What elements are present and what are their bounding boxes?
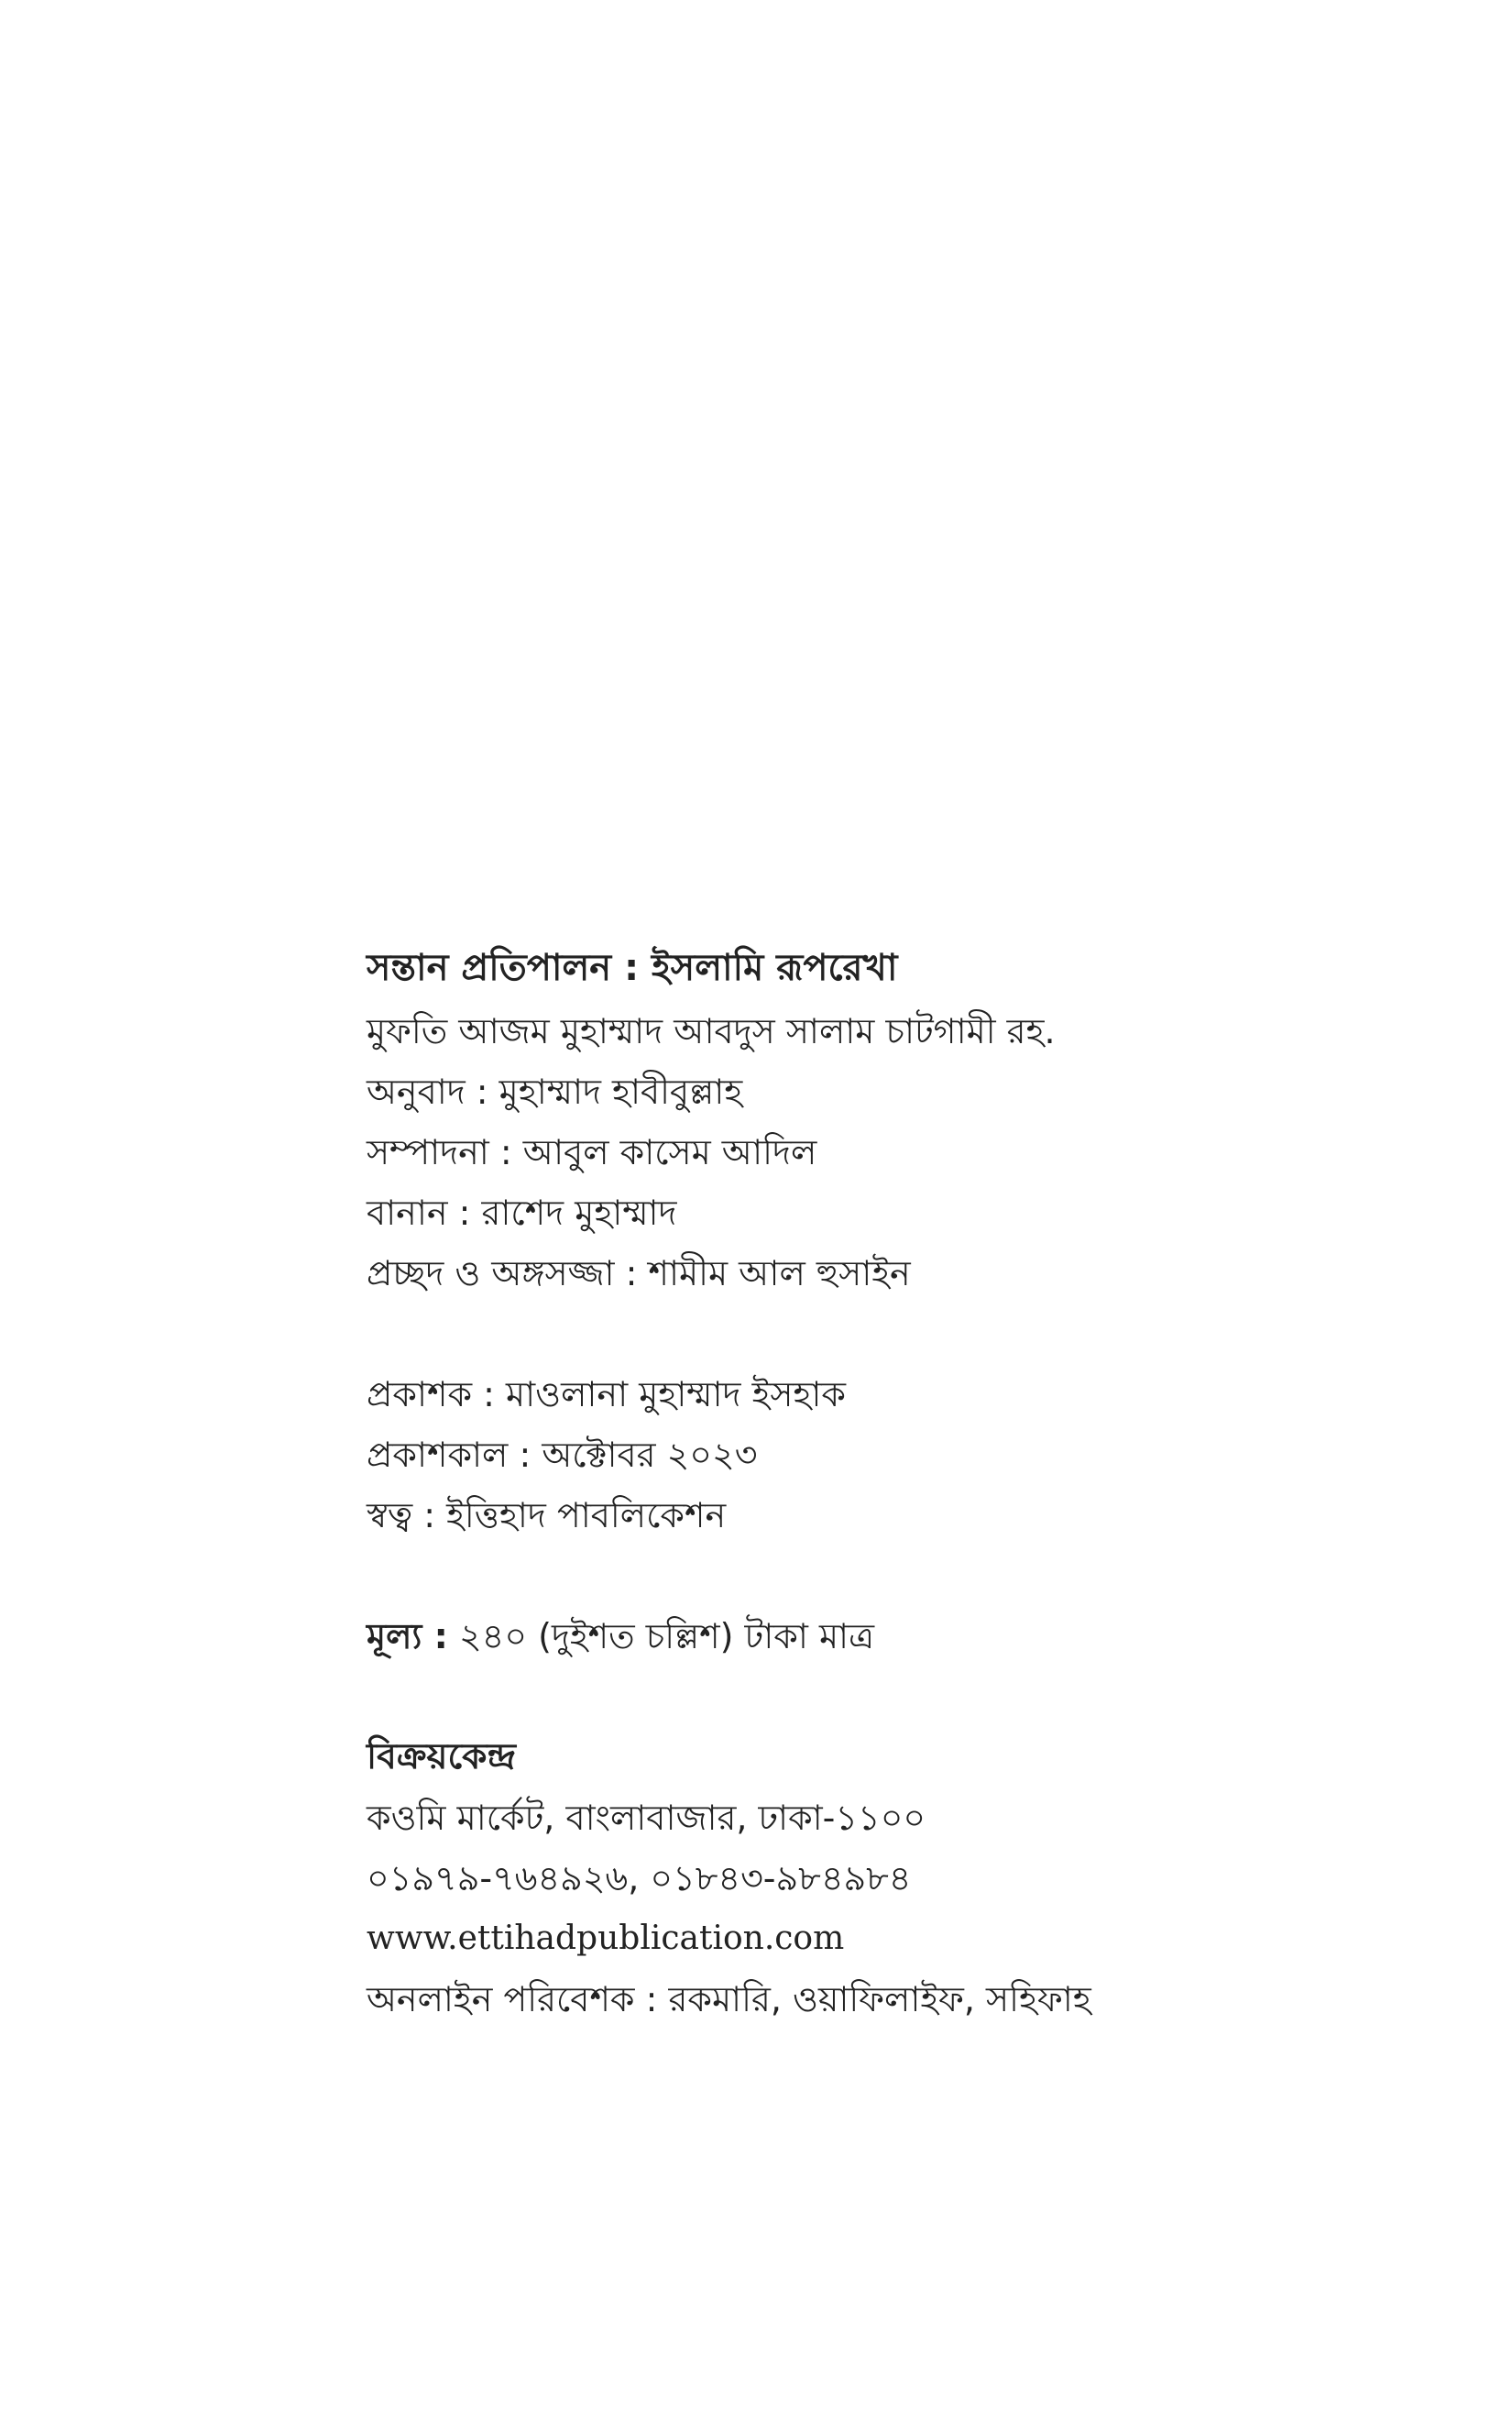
publication-date-line: প্রকাশকাল : অক্টোবর ২০২৩	[367, 1435, 758, 1475]
sales-heading: বিক্রয়কেন্দ্র	[367, 1736, 516, 1777]
price-line	[367, 1606, 1466, 1666]
price-value: ২৪০ (দুইশত চল্লিশ) টাকা মাত্র	[458, 1616, 874, 1656]
online-distributors: অনলাইন পরিবেশক : রকমারি, ওয়াফিলাইফ, সহিফাহ	[367, 1979, 1091, 2019]
price-label: মূল্য :	[367, 1616, 448, 1656]
imprint-block	[367, 935, 1466, 2030]
cover-design-line: প্রচ্ছদ ও অঙ্গসজ্জা : শামীম আল হুসাইন	[367, 1253, 911, 1293]
sales-address: কওমি মার্কেট, বাংলাবাজার, ঢাকা-১১০০	[367, 1798, 926, 1838]
author-line: মুফতি আজম মুহাম্মাদ আবদুস সালাম চাটগামী রহ.	[367, 1011, 1056, 1051]
publisher-line: প্রকাশক : মাওলানা মুহাম্মাদ ইসহাক	[367, 1374, 846, 1414]
editing-line: সম্পাদনা : আবুল কাসেম আদিল	[367, 1132, 817, 1172]
copyright-line: স্বত্ব : ইত্তিহাদ পাবলিকেশন	[367, 1495, 727, 1535]
translation-line: অনুবাদ : মুহাম্মাদ হাবীবুল্লাহ	[367, 1072, 743, 1112]
book-title: সন্তান প্রতিপালন : ইসলামি রূপরেখা	[367, 947, 898, 989]
sales-phones: ০১৯৭৯-৭৬৪৯২৬, ০১৮৪৩-৯৮৪৯৮৪	[367, 1858, 912, 1898]
website-link[interactable]: www.ettihadpublication.com	[367, 1920, 845, 1957]
spelling-line: বানান : রাশেদ মুহাম্মাদ	[367, 1193, 677, 1233]
